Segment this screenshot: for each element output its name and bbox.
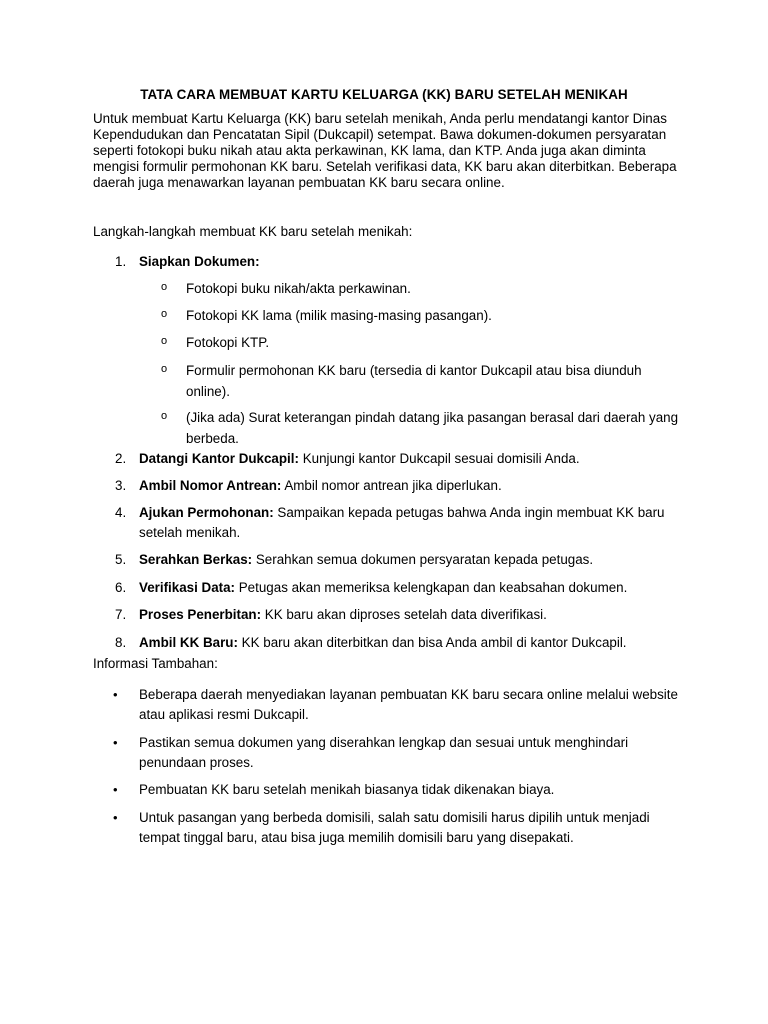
- bullet-marker: •: [113, 810, 118, 825]
- bullet-marker: •: [113, 735, 118, 750]
- requirement-text: Fotokopi KK lama (milik masing-masing pasangan).: [186, 308, 492, 323]
- step-text: Sampaikan kepada petugas bahwa Anda ingin membuat KK baru setelah menikah.: [139, 505, 665, 540]
- step-label: Serahkan Berkas:: [139, 552, 253, 567]
- requirement-text: Formulir permohonan KK baru (tersedia di kantor Dukcapil atau bisa diunduh online).: [186, 363, 642, 399]
- step-number: 8.: [115, 635, 127, 650]
- sub-bullet-marker: o: [161, 335, 168, 347]
- info-text: Pastikan semua dokumen yang diserahkan lengkap dan sesuai untuk menghindari penundaan proses.: [139, 735, 629, 770]
- bullet-marker: •: [113, 687, 118, 702]
- bullet-marker: •: [113, 782, 118, 797]
- info-text: Untuk pasangan yang berbeda domisili, salah satu domisili harus dipilih untuk menjadi tempat tinggal baru, atau bisa juga memilih domisili baru yang disepakati.: [139, 810, 650, 845]
- step-number: 6.: [115, 580, 127, 595]
- step-number: 3.: [115, 478, 127, 493]
- step-label: Siapkan Dokumen:: [139, 254, 260, 269]
- requirement-text: (Jika ada) Surat keterangan pindah datang jika pasangan berasal dari daerah yang berbeda.: [186, 410, 679, 446]
- step-number: 1.: [115, 254, 127, 269]
- step-label: Ajukan Permohonan:: [139, 505, 274, 520]
- step-number: 2.: [115, 451, 127, 466]
- step-text: Kunjungi kantor Dukcapil sesuai domisili Anda.: [298, 451, 580, 466]
- step-text: KK baru akan diterbitkan dan bisa Anda ambil di kantor Dukcapil.: [237, 635, 627, 650]
- step-label: Ambil KK Baru:: [139, 635, 238, 650]
- step-label: Datangi Kantor Dukcapil:: [139, 451, 299, 466]
- step-number: 4.: [115, 505, 127, 520]
- document-title: TATA CARA MEMBUAT KARTU KELUARGA (KK) BARU SETELAH MENIKAH: [140, 87, 628, 102]
- sub-bullet-marker: o: [161, 363, 168, 375]
- sub-bullet-marker: o: [161, 410, 168, 422]
- additional-info-heading: Informasi Tambahan:: [93, 656, 218, 671]
- step-text: KK baru akan diproses setelah data diverifikasi.: [261, 607, 547, 622]
- steps-lead: Langkah-langkah membuat KK baru setelah menikah:: [93, 224, 413, 239]
- step-label: Verifikasi Data:: [139, 580, 236, 595]
- step-text: Ambil nomor antrean jika diperlukan.: [281, 478, 502, 493]
- step-number: 5.: [115, 552, 127, 567]
- intro-paragraph: Untuk membuat Kartu Keluarga (KK) baru setelah menikah, Anda perlu mendatangi kantor Dinas Kependudukan dan Pencatatan Sipil (Dukcapil) setempat. Bawa dokumen-dokumen persyaratan seperti fotokopi buku nikah atau akta perkawinan, KK lama, dan KTP. Anda juga akan diminta mengisi formulir permohonan KK baru. Setelah verifikasi data, KK baru akan diterbitkan. Beberapa daerah juga menawarkan layanan pembuatan KK baru secara online.: [93, 111, 677, 190]
- step-text: Serahkan semua dokumen persyaratan kepada petugas.: [252, 552, 594, 567]
- info-text: Pembuatan KK baru setelah menikah biasanya tidak dikenakan biaya.: [139, 782, 555, 797]
- info-text: Beberapa daerah menyediakan layanan pembuatan KK baru secara online melalui website atau aplikasi resmi Dukcapil.: [139, 687, 678, 722]
- step-label: Proses Penerbitan:: [139, 607, 262, 622]
- requirement-text: Fotokopi KTP.: [186, 335, 270, 350]
- sub-bullet-marker: o: [161, 308, 168, 320]
- sub-bullet-marker: o: [161, 281, 168, 293]
- step-text: Petugas akan memeriksa kelengkapan dan keabsahan dokumen.: [235, 580, 628, 595]
- step-label: Ambil Nomor Antrean:: [139, 478, 282, 493]
- requirement-text: Fotokopi buku nikah/akta perkawinan.: [186, 281, 411, 296]
- step-number: 7.: [115, 607, 127, 622]
